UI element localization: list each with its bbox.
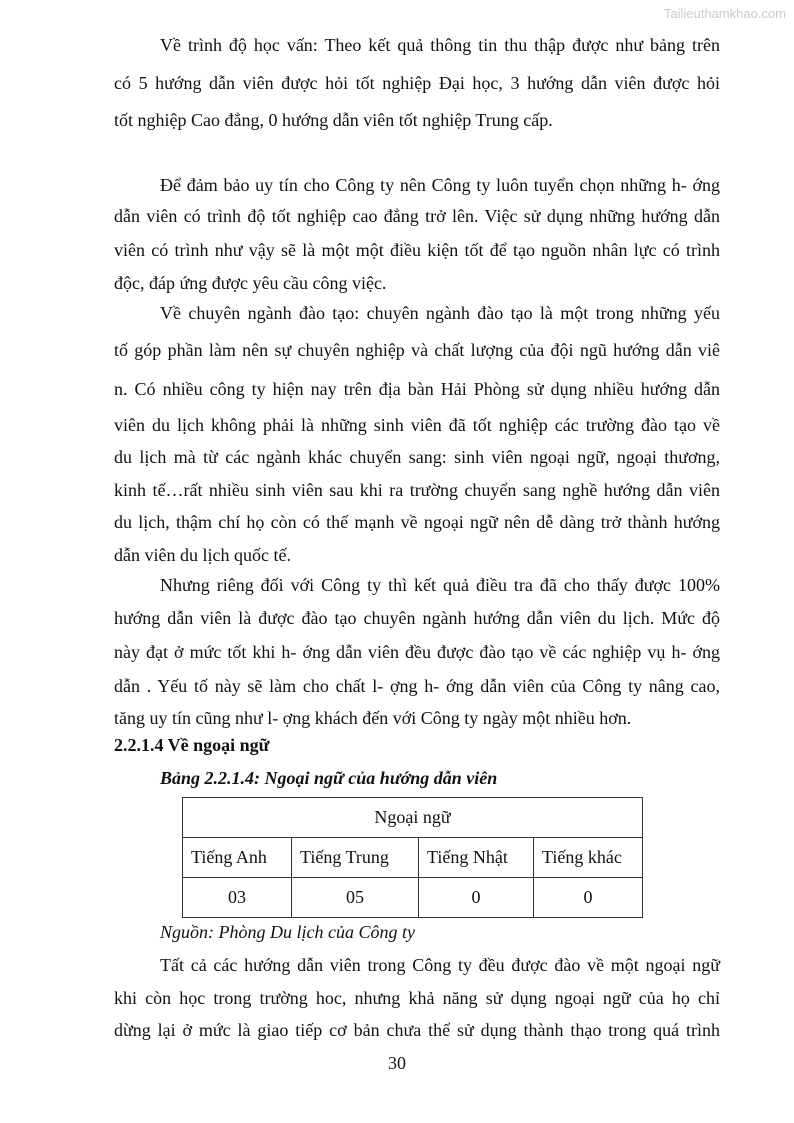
- table-cell: 03: [183, 878, 292, 918]
- table-col-header: Tiếng khác: [534, 838, 643, 878]
- text-line: Để đảm bảo uy tín cho Công ty nên Công ty luôn tuyển chọn những h- ớng: [160, 175, 720, 195]
- table-col-header: Tiếng Anh: [183, 838, 292, 878]
- text-line: Tất cả các hướng dẫn viên trong Công ty đều được đào về một ngoại ngữ: [160, 955, 720, 975]
- table-header: Ngoại ngữ: [183, 798, 643, 838]
- text-line: Về trình độ học vấn: Theo kết quả thông tin thu thập được như bảng trên: [160, 35, 720, 55]
- page-number: 30: [388, 1053, 406, 1073]
- text-line: tăng uy tín cũng như l- ợng khách đến với Công ty ngày một nhiều hơn.: [114, 708, 632, 728]
- watermark: Tailieuthamkhao.com: [663, 6, 786, 21]
- text-line: viên có trình như vậy sẽ là một một điều kiện tốt để tạo nguồn nhân lực có trình: [114, 240, 720, 260]
- text-line: dừng lại ở mức là giao tiếp cơ bản chưa thể sử dụng thành thạo trong quá trình: [114, 1020, 720, 1040]
- table-col-header: Tiếng Nhật: [419, 838, 534, 878]
- table-row: [183, 838, 643, 878]
- table-row: [183, 878, 643, 918]
- text-line: kinh tế…rất nhiều sinh viên sau khi ra trường chuyển sang nghề hướng dẫn viên: [114, 480, 720, 500]
- text-line: dẫn viên du lịch quốc tế.: [114, 545, 291, 565]
- text-line: viên du lịch không phải là những sinh viên đã tốt nghiệp các trường đào tạo về: [114, 415, 720, 435]
- table-cell: 0: [534, 878, 643, 918]
- language-table: [182, 797, 643, 918]
- text-line: n. Có nhiều công ty hiện nay trên địa bàn Hải Phòng sử dụng nhiều hướng dẫn: [114, 379, 720, 399]
- table-caption: Bảng 2.2.1.4: Ngoại ngữ của hướng dẫn viên: [160, 768, 498, 788]
- section-heading: 2.2.1.4 Về ngoại ngữ: [114, 735, 270, 755]
- text-line: Về chuyên ngành đào tạo: chuyên ngành đào tạo là một trong những yếu: [160, 303, 720, 323]
- text-line: dẫn . Yếu tố này sẽ làm cho chất l- ợng h- ớng dẫn viên của Công ty nâng cao,: [114, 676, 720, 696]
- text-line: khi còn học trong trường hoc, nhưng khả năng sử dụng ngoại ngữ của họ chỉ: [114, 988, 720, 1008]
- text-line: tốt nghiệp Cao đẳng, 0 hướng dẫn viên tốt nghiệp Trung cấp.: [114, 110, 553, 130]
- text-line: tố góp phần làm nên sự chuyên nghiệp và chất lượng của đội ngũ hướng dẫn viê: [114, 340, 720, 360]
- table-cell: 05: [292, 878, 419, 918]
- table-col-header: Tiếng Trung: [292, 838, 419, 878]
- text-line: Nhưng riêng đối với Công ty thì kết quả điều tra đã cho thấy được 100%: [160, 575, 720, 595]
- table-cell: 0: [419, 878, 534, 918]
- table-source: Nguồn: Phòng Du lịch của Công ty: [160, 922, 415, 942]
- text-line: hướng dẫn viên là được đào tạo chuyên ngành hướng dẫn viên du lịch. Mức độ: [114, 608, 720, 628]
- text-line: dẫn viên có trình độ tốt nghiệp cao đẳng trở lên. Việc sử dụng những hướng dẫn: [114, 206, 720, 226]
- text-line: du lịch, thậm chí họ còn có thế mạnh về ngoại ngữ nên dễ dàng trở thành hướng: [114, 512, 720, 532]
- text-line: có 5 hướng dẫn viên được hỏi tốt nghiệp Đại học, 3 hướng dẫn viên được hỏi: [114, 73, 720, 93]
- text-line: du lịch mà từ các ngành khác chuyển sang: sinh viên ngoại ngữ, ngoại thương,: [114, 447, 720, 467]
- text-line: này đạt ở mức tốt khi h- ớng dẫn viên đều được đào tạo về các nghiệp vụ h- ớng: [114, 642, 720, 662]
- text-line: độc, đáp ứng được yêu cầu công việc.: [114, 273, 387, 293]
